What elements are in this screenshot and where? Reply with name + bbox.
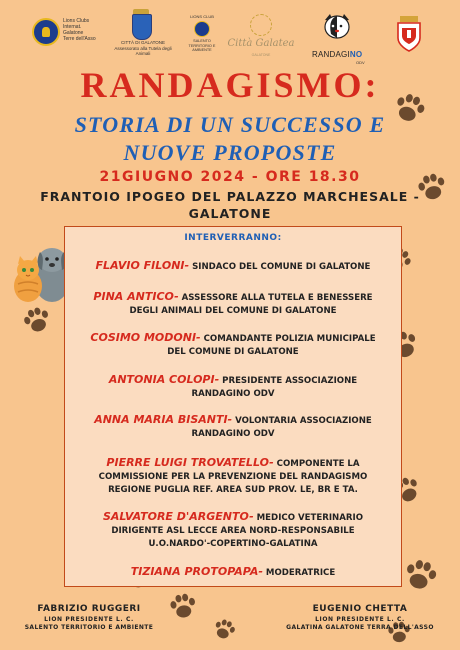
speaker-name: SALVATORE D'ARGENTO-: [102, 510, 254, 523]
speaker-entry: [65, 373, 401, 401]
lions-salento-line-2: TERRITORIO E: [188, 43, 216, 48]
speaker-role: PRESIDENTE ASSOCIAZIONE: [219, 376, 358, 386]
speaker-role: COMANDANTE POLIZIA MUNICIPALE: [200, 334, 376, 344]
speaker-name: ANTONIA COLOPI-: [108, 373, 220, 386]
signature-name: EUGENIO CHETTA: [312, 604, 408, 614]
signature-club: SALENTO TERRITORIO E AMBIENTE: [24, 624, 154, 631]
speakers-heading: INTERVERRANNO:: [184, 233, 282, 243]
dog-cat-icon: [322, 12, 352, 40]
comune-line-1: CITTÀ DI GALATONE: [120, 40, 166, 45]
signature-right: [270, 604, 450, 631]
event-date: 21GIUGNO 2024 - ORE 18.30: [99, 169, 361, 185]
sun-ring-icon: [250, 14, 272, 36]
speaker-name: FLAVIO FILONI-: [95, 259, 190, 272]
speaker-role-line-2: COMMISSIONE PER LA PREVENZIONE DEL RANDAGISMO: [98, 472, 368, 482]
lions-salento-line-3: AMBIENTE: [192, 48, 212, 52]
speaker-entry: [65, 413, 401, 441]
speaker-role: MEDICO VETERINARIO: [253, 513, 364, 523]
lions-salento-text: [184, 39, 220, 53]
speaker-role-line-3: REGIONE PUGLIA REF. AREA SUD PROV. LE, BR E TA.: [108, 485, 358, 495]
comune-text: [108, 40, 178, 57]
speaker-role-line-2: DEGLI ANIMALI DEL COMUNE DI GALATONE: [129, 306, 337, 316]
speaker-entry: [65, 259, 401, 274]
lions-seal-icon: [32, 18, 60, 46]
randagino-wordmark: [312, 50, 382, 59]
speaker-entry: [65, 456, 401, 497]
event-venue-line-1: FRANTOIO IPOGEO DEL PALAZZO MARCHESALE -: [40, 189, 420, 204]
speaker-entry: [65, 565, 401, 580]
lions-club-galatone-text: [63, 18, 111, 42]
coat-of-arms-icon: [132, 14, 152, 40]
speaker-role-line-2: RANDAGINO ODV: [191, 429, 275, 439]
speaker-name: ANNA MARIA BISANTI-: [94, 413, 233, 426]
paw-print-icon: [209, 615, 240, 646]
lions-line-1: Lions Clubs: [63, 18, 90, 24]
lions-line-2: Internat.: [63, 24, 82, 30]
randagino-main: RANDAGI: [312, 50, 350, 59]
speaker-role: SINDACO DEL COMUNE DI GALATONE: [189, 262, 371, 272]
comune-line-2: Assessorato alla Tutela degli Animali: [114, 45, 172, 56]
speaker-role: COMPONENTE LA: [273, 459, 360, 469]
speaker-role-line-2: RANDAGINO ODV: [191, 389, 275, 399]
speaker-role-line-2: DEL COMUNE DI GALATONE: [167, 347, 299, 357]
lions-salento-top: LIONS CLUB: [190, 14, 214, 19]
randagino-accent: NO: [349, 50, 363, 59]
speaker-entry: [65, 290, 401, 318]
randagino-logo: [312, 10, 378, 66]
randagino-odv: ODV: [356, 60, 365, 65]
speaker-role: VOLONTARIA ASSOCIAZIONE: [232, 416, 372, 426]
speaker-name: PIERRE LUIGI TROVATELLO-: [106, 456, 274, 469]
paw-print-icon: [166, 590, 201, 625]
speaker-entry: [65, 331, 401, 359]
paw-print-icon: [398, 554, 442, 598]
signature-position: LION PRESIDENTE L. C.: [44, 616, 134, 623]
speaker-role: MODERATRICE: [262, 568, 336, 578]
event-subtitle-line-2: NUOVE PROPOSTE: [123, 140, 337, 165]
comune-galatone-logo: [108, 12, 178, 56]
signature-position: LION PRESIDENTE L. C.: [315, 616, 405, 623]
event-title: RANDAGISMO:: [80, 65, 380, 105]
lions-line-3: Galatone: [63, 30, 84, 36]
event-subtitle-line-1: STORIA DI UN SUCCESSO E: [74, 112, 386, 137]
event-venue-line-2: GALATONE: [188, 206, 272, 221]
regione-puglia-crest-icon: [396, 16, 422, 52]
citta-galatea-subtext: GALATONE: [251, 53, 271, 57]
speaker-name: COSIMO MODONI-: [90, 331, 201, 344]
signature-club: GALATINA GALATONE TERRA DELL'ASSO: [286, 624, 434, 631]
speaker-name: PINA ANTICO-: [93, 290, 179, 303]
signature-name: FABRIZIO RUGGERI: [37, 604, 141, 614]
speaker-role-line-3: U.O.NARDO'-COPERTINO-GALATINA: [148, 539, 318, 549]
lions-club-salento-logo: [184, 14, 220, 54]
signature-left: [14, 604, 164, 631]
lions-line-4: Terre dell'Asso: [63, 36, 96, 42]
speaker-role: ASSESSORE ALLA TUTELA E BENESSERE: [178, 293, 373, 303]
citta-galatea-text: Città Galatea: [227, 38, 295, 49]
speakers-box: [64, 226, 402, 587]
speaker-entry: [65, 510, 401, 551]
speaker-name: TIZIANA PROTOPAPA-: [130, 565, 263, 578]
speaker-role-line-2: DIRIGENTE ASL LECCE AREA NORD-RESPONSABILE: [111, 526, 355, 536]
citta-galatea-logo: [226, 10, 296, 60]
lions-seal-icon: [194, 21, 210, 37]
lions-salento-line-1: SALENTO: [193, 39, 211, 43]
lions-club-galatone-logo: [32, 16, 112, 52]
logo-row: [0, 8, 460, 66]
